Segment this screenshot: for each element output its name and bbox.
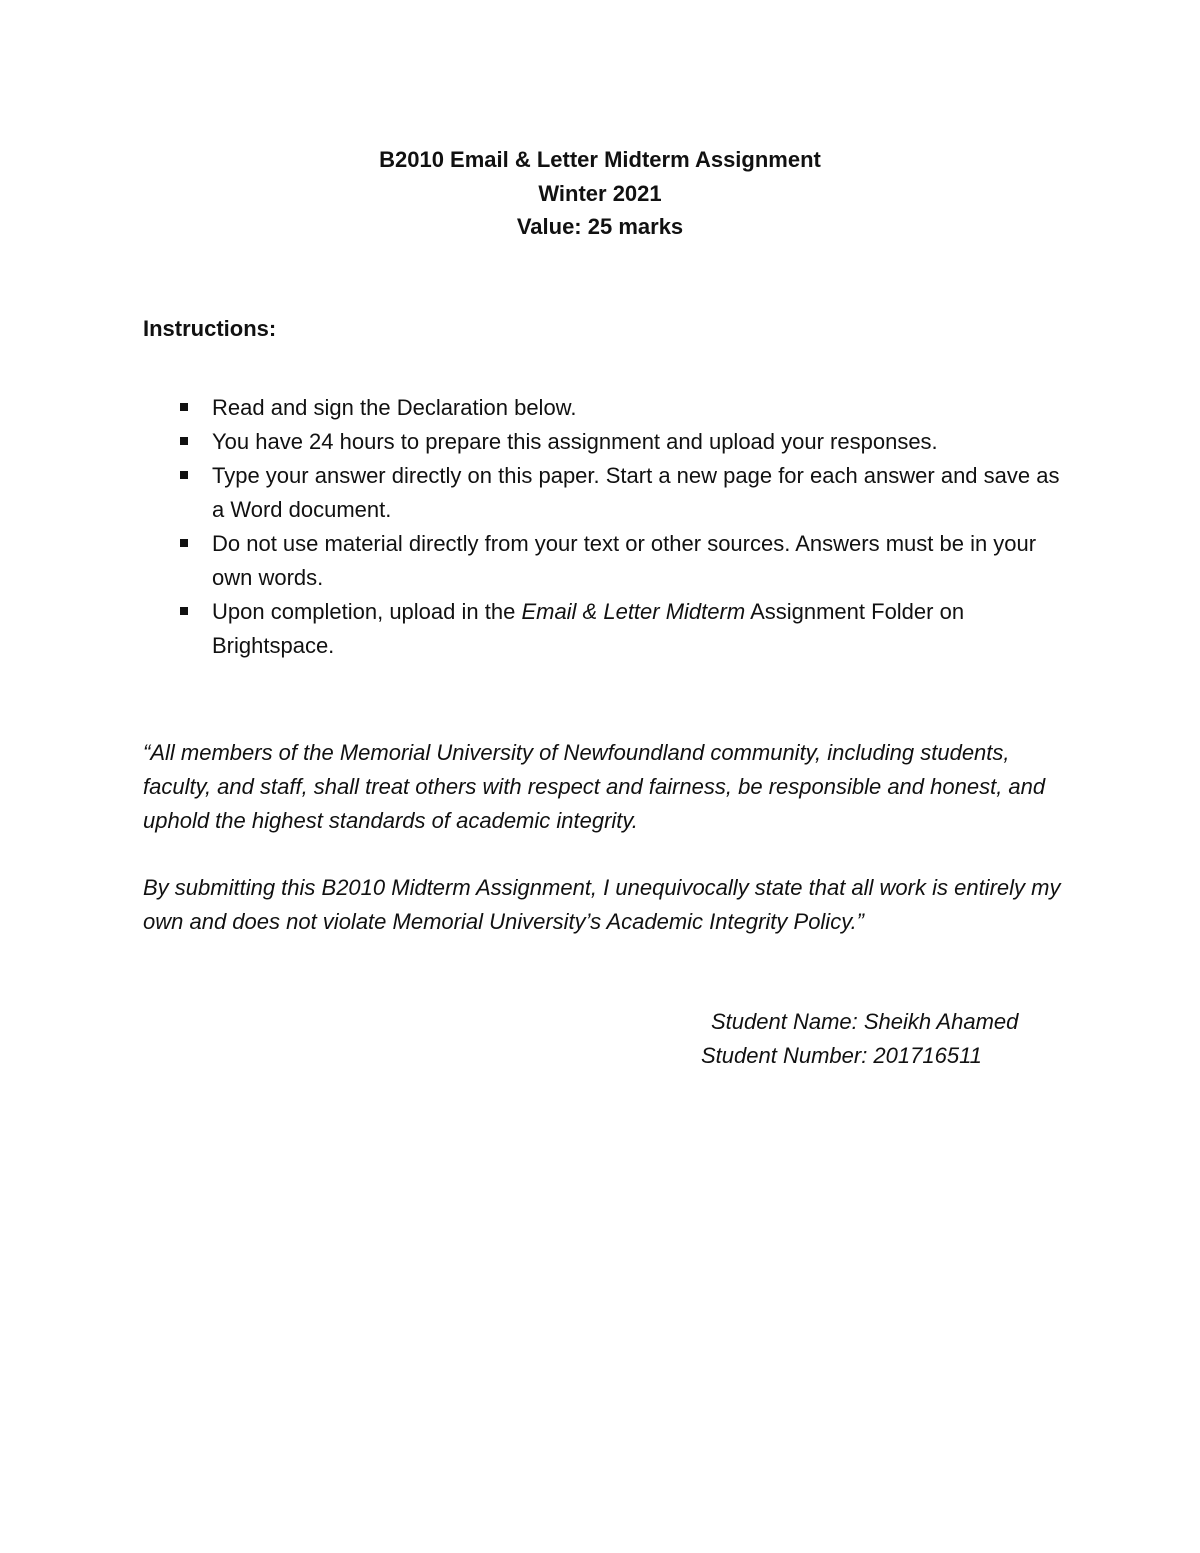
- square-bullet-icon: [180, 471, 188, 479]
- instructions-heading: Instructions:: [143, 316, 277, 341]
- instruction-text: Do not use material directly from your text or other sources. Answers must be in your own words.: [212, 531, 1037, 590]
- square-bullet-icon: [180, 539, 188, 547]
- student-name: Student Name: Sheikh Ahamed: [711, 1009, 1019, 1034]
- declaration-paragraph: By submitting this B2010 Midterm Assignment, I unequivocally state that all work is entirely my own and does not violate Memorial University’s Academic Integrity Policy.”: [143, 875, 1061, 934]
- assignment-term: Winter 2021: [538, 181, 662, 206]
- instruction-text: You have 24 hours to prepare this assignment and upload your responses.: [212, 429, 938, 454]
- folder-name: Email & Letter Midterm: [521, 599, 746, 624]
- declaration-paragraph: “All members of the Memorial University of Newfoundland community, including students, faculty, and staff, shall treat others with respect and fairness, be responsible and honest, and uphold the highest standards of academic integrity.: [143, 740, 1046, 833]
- list-item: [143, 595, 1063, 663]
- square-bullet-icon: [180, 437, 188, 445]
- list-item: [143, 459, 1063, 527]
- student-number: Student Number: 201716511: [701, 1043, 982, 1068]
- instruction-text: [212, 599, 964, 658]
- instructions-list: [143, 391, 1063, 663]
- assignment-value: Value: 25 marks: [516, 214, 684, 239]
- list-item: [143, 425, 1063, 459]
- square-bullet-icon: [180, 607, 188, 615]
- assignment-title: B2010 Email & Letter Midterm Assignment: [379, 147, 821, 172]
- square-bullet-icon: [180, 403, 188, 411]
- list-item: [143, 391, 1063, 425]
- instruction-text: Type your answer directly on this paper. Start a new page for each answer and save as a Word document.: [212, 463, 1060, 522]
- instruction-text: Read and sign the Declaration below.: [212, 395, 577, 420]
- list-item: [143, 527, 1063, 595]
- instruction-text-end: Assignment Folder on Brightspace.: [212, 599, 965, 658]
- instruction-text-start: Upon completion, upload in the: [212, 599, 522, 624]
